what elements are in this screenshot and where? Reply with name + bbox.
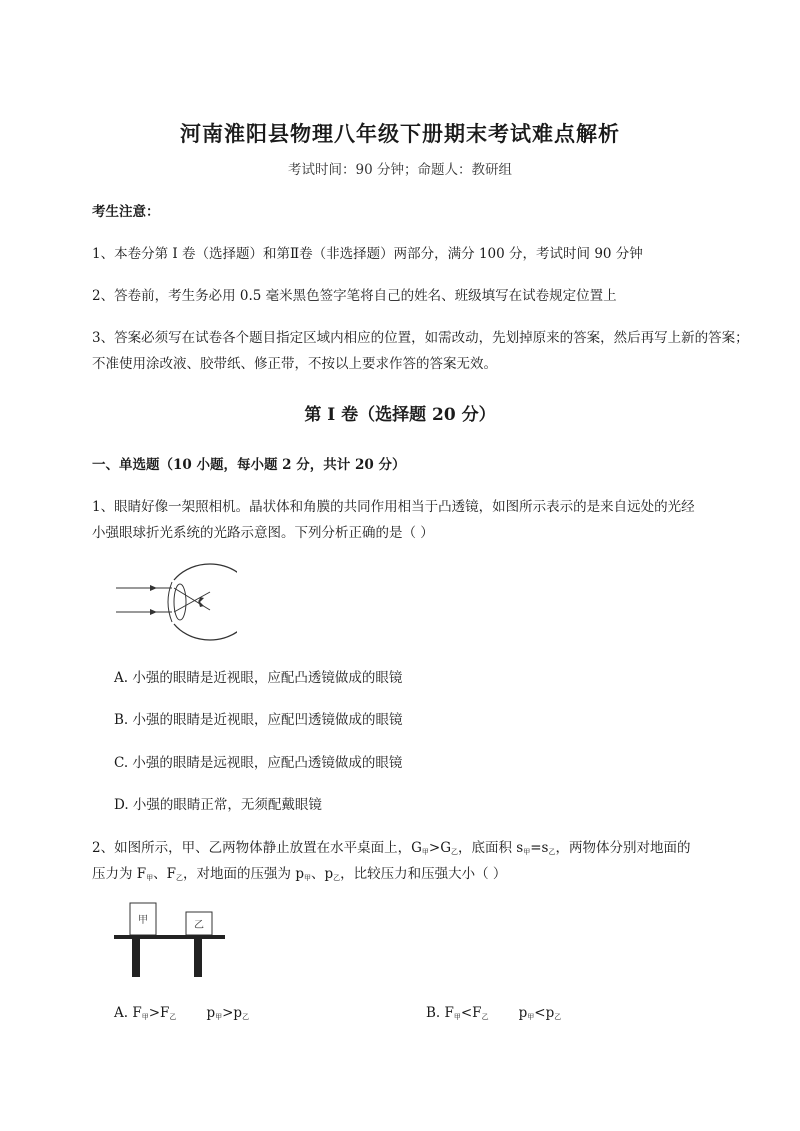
q2-option-b[interactable]: B. $F_甲<F_乙$ $p_甲<p_乙$ [426,1005,562,1021]
notice-item: 1、本卷分第 I 卷（选择题）和第Ⅱ卷（非选择题）两部分，满分 100 分，考试时间 90 分钟 [92,246,643,262]
question-2-stem-line1: 2、如图所示，甲、乙两物体静止放置在水平桌面上，$G_甲>G_乙$，底面积 $s_甲=s_乙$，两物体分别对地面的 [92,840,691,856]
page-title: 河南淮阳县物理八年级下册期末考试难点解析 [180,121,620,146]
notice-heading: 考生注意： [92,204,160,220]
q1-option-b[interactable]: B. 小强的眼睛是近视眼，应配凹透镜做成的眼镜 [114,712,403,728]
page-subtitle: 考试时间：90 分钟；命题人：教研组 [288,162,512,178]
q1-option-c[interactable]: C. 小强的眼睛是远视眼，应配凸透镜做成的眼镜 [114,755,403,771]
object-yi-label: 乙 [194,920,204,931]
question-2-stem-line2: 压力为 $F_甲$、$F_乙$，对地面的压强为 $p_甲$、$p_乙$，比较压力和压强大小（ ） [92,866,507,882]
q2-option-a[interactable]: A. $F_甲>F_乙$ $p_甲>p_乙$ [114,1005,250,1021]
notice-item: 3、答案必须写在试卷各个题目指定区域内相应的位置，如需改动，先划掉原来的答案，然后再写上新的答案；不准使用涂改液、胶带纸、修正带，不按以上要求作答的答案无效。 [92,330,749,372]
table-objects-diagram [112,898,227,980]
q1-option-d[interactable]: D. 小强的眼睛正常，无须配戴眼镜 [114,797,322,813]
notice-item: 2、答卷前，考生务必用 0.5 毫米黑色签字笔将自己的姓名、班级填写在试卷规定位置上 [92,288,617,304]
section-title: 第 I 卷（选择题 20 分） [304,405,496,425]
object-jia-label: 甲 [138,915,148,926]
part-heading: 一、单选题（10 小题，每小题 2 分，共计 20 分） [92,457,406,473]
q1-option-a[interactable]: A. 小强的眼睛是近视眼，应配凸透镜做成的眼镜 [114,670,403,686]
question-1-stem-line1: 1、眼睛好像一架照相机。晶状体和角膜的共同作用相当于凸透镜，如图所示表示的是来自远处的光经 [92,499,695,515]
eye-diagram [112,560,237,644]
question-1-stem-line2: 小强眼球折光系统的光路示意图。下列分析正确的是（ ） [92,525,434,541]
